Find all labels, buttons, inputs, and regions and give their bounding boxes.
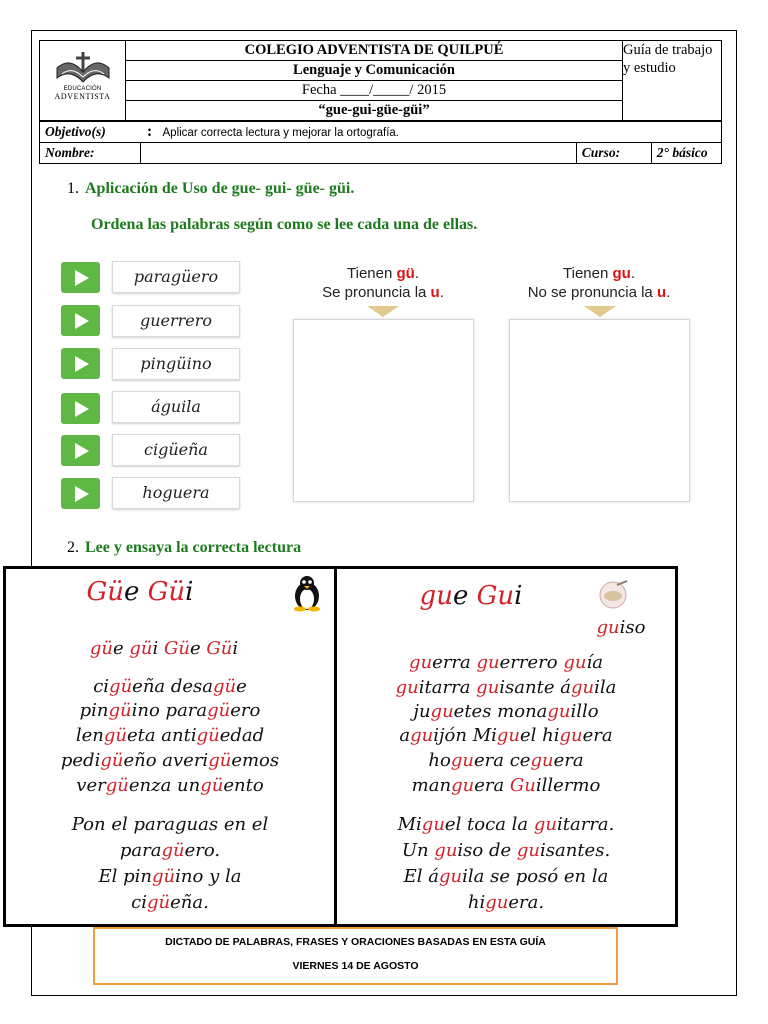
objective-text-cell [159, 122, 722, 143]
text-segment: El pin [98, 866, 153, 887]
text-segment: para [119, 840, 162, 861]
right-panel-title [302, 581, 640, 611]
objective-label: Objetivo(s) [45, 124, 106, 139]
logo-line2: ADVENTISTA [54, 91, 111, 101]
highlighted-syllable: gu [570, 677, 595, 698]
play-button-3[interactable] [61, 348, 100, 379]
highlighted-syllable: gu [421, 814, 445, 835]
highlighted-syllable: gü [152, 866, 176, 887]
play-button-1[interactable] [61, 262, 100, 293]
text-segment: ho [428, 750, 451, 771]
column-heading-gu [499, 264, 699, 302]
text-segment: e [452, 581, 477, 611]
text-segment: i [232, 638, 239, 659]
reading-line [337, 866, 675, 887]
text-segment: illermo [535, 775, 601, 796]
col1-line2-highlight: u [430, 284, 440, 301]
reading-line [337, 775, 675, 796]
drop-box-gu-dieresis[interactable] [293, 319, 474, 502]
dictation-box [93, 927, 618, 985]
reading-line [337, 840, 675, 861]
reading-line [337, 814, 675, 835]
text-segment: ero. [184, 840, 221, 861]
highlighted-syllable: gü [100, 750, 124, 771]
text-segment: era ce [473, 750, 531, 771]
highlighted-syllable: gu [395, 677, 419, 698]
text-segment: ijón Mi [433, 725, 497, 746]
word-card-5[interactable]: cigüeña [112, 434, 240, 466]
text-segment: i [185, 577, 194, 607]
text-segment: e [189, 638, 207, 659]
course-value: 2° básico [656, 145, 708, 160]
word-card-1[interactable]: paragüero [112, 261, 240, 293]
text-segment: iso de [457, 840, 517, 861]
text-segment: ento [223, 775, 264, 796]
reading-line [6, 700, 334, 721]
reading-line [337, 750, 675, 771]
text-segment: errero [499, 652, 564, 673]
highlighted-syllable: gu [563, 652, 587, 673]
highlighted-syllable: gu [476, 652, 500, 673]
play-button-4[interactable] [61, 393, 100, 424]
reading-line [337, 701, 675, 722]
reading-line [6, 725, 334, 746]
highlighted-syllable: Gü [164, 638, 190, 659]
text-segment: i [514, 581, 523, 611]
highlighted-syllable: gü [161, 840, 185, 861]
highlighted-syllable: gu [434, 840, 458, 861]
highlighted-syllable: gu [516, 840, 540, 861]
highlighted-syllable: gu [533, 814, 557, 835]
text-segment: man [411, 775, 452, 796]
column-heading-gu-dieresis [283, 264, 483, 302]
course-label-cell [576, 143, 651, 164]
text-segment: El á [403, 866, 440, 887]
word-card-3[interactable]: pingüino [112, 348, 240, 380]
highlighted-syllable: gü [208, 750, 232, 771]
name-label: Nombre: [45, 145, 95, 160]
col1-line2-text: Se pronuncia la [322, 284, 431, 301]
objective-text: Aplicar correcta lectura y mejorar la ortografía. [162, 127, 399, 139]
text-segment: edad [219, 725, 265, 746]
text-segment: eta anti [126, 725, 197, 746]
subject: Lenguaje y Comunicación [126, 61, 623, 81]
text-segment: e [113, 638, 130, 659]
text-segment: ila se posó en la [462, 866, 609, 887]
highlighted-syllable: Gü [86, 577, 124, 607]
text-segment: ino para [131, 700, 208, 721]
text-segment: hi [467, 892, 486, 913]
highlighted-syllable: gü [147, 892, 171, 913]
text-segment: itarra [418, 677, 477, 698]
reading-line [337, 652, 675, 673]
logo-cell [40, 41, 126, 121]
reading-panel-gue-gui-dieresis [3, 566, 337, 927]
text-segment: len [75, 725, 104, 746]
highlighted-syllable: gü [89, 638, 114, 659]
school-logo [48, 46, 118, 116]
col2-line2-highlight: u [656, 284, 667, 301]
course-label: Curso: [581, 145, 621, 160]
highlighted-syllable: gü [196, 725, 220, 746]
guiso-label [452, 617, 768, 638]
play-button-2[interactable] [61, 305, 100, 336]
text-segment: era [474, 775, 510, 796]
text-segment: isantes. [540, 840, 611, 861]
text-segment: ila [594, 677, 617, 698]
topic: “gue-gui-güe-güi” [126, 101, 623, 121]
text-segment: Mi [397, 814, 422, 835]
section1-number: 1. [67, 180, 79, 197]
reading-line [6, 750, 334, 771]
text-segment: etes mona [453, 701, 548, 722]
column1-arrow-icon [367, 306, 399, 317]
objective-colon: : [141, 122, 159, 143]
text-segment: a [399, 725, 411, 746]
text-segment: ci [93, 676, 110, 697]
highlighted-syllable: gu [410, 725, 434, 746]
reading-line [6, 775, 334, 796]
reading-line [6, 892, 334, 913]
highlighted-syllable: gü [103, 725, 127, 746]
highlighted-syllable: gü [105, 775, 129, 796]
text-segment: e [124, 577, 148, 607]
text-segment: iso [619, 617, 646, 638]
highlighted-syllable: gu [547, 701, 571, 722]
highlighted-syllable: gu [485, 892, 509, 913]
text-segment: erra [432, 652, 477, 673]
text-segment: ía [586, 652, 603, 673]
course-value-cell [651, 143, 721, 164]
reading-line [6, 866, 334, 887]
reading-line [337, 892, 675, 913]
column2-arrow-icon [584, 306, 616, 317]
col2-line1-text: Tienen [563, 265, 613, 282]
section1-title-text: Aplicación de Uso de gue- gui- güe- güi. [85, 180, 355, 197]
text-segment: eño averi [123, 750, 209, 771]
highlighted-syllable: Gu [476, 581, 515, 611]
col1-line2-end: . [439, 284, 444, 301]
play-button-5[interactable] [61, 435, 100, 466]
highlighted-syllable: gu [409, 652, 433, 673]
dictation-line1: DICTADO DE PALABRAS, FRASES Y ORACIONES BASADAS EN ESTA GUÍA [165, 936, 546, 948]
reading-line [0, 638, 328, 659]
highlighted-syllable: gü [213, 676, 237, 697]
reading-line [337, 725, 675, 746]
logo-line1: EDUCACIÓN [63, 85, 102, 92]
word-card-6[interactable]: hoguera [112, 477, 240, 509]
play-button-6[interactable] [61, 478, 100, 509]
reading-panel-gue-gui [334, 566, 678, 927]
highlighted-syllable: gü [200, 775, 224, 796]
text-segment: el hi [520, 725, 560, 746]
left-panel-title [0, 577, 304, 607]
word-card-4[interactable]: águila [112, 391, 240, 423]
highlighted-syllable: gu [476, 677, 500, 698]
text-segment: eña. [170, 892, 209, 913]
reading-line [6, 676, 334, 697]
text-segment: ver [76, 775, 106, 796]
school-name: COLEGIO ADVENTISTA DE QUILPUÉ [126, 41, 623, 61]
text-segment: el toca la [444, 814, 534, 835]
highlighted-syllable: gu [439, 866, 463, 887]
objective-label-cell [40, 122, 141, 143]
reading-line [6, 840, 334, 861]
drop-box-gu[interactable] [509, 319, 690, 502]
reading-line [6, 814, 334, 835]
highlighted-syllable: gu [419, 581, 453, 611]
text-segment: ju [413, 701, 431, 722]
date-line: Fecha ____/_____/ 2015 [126, 81, 623, 101]
col2-line2-text: No se pronuncia la [527, 284, 657, 301]
text-segment: ino y la [175, 866, 242, 887]
word-card-2[interactable]: guerrero [112, 305, 240, 337]
text-segment: i [152, 638, 164, 659]
col1-line1-highlight: gü [396, 265, 415, 282]
text-segment: era [553, 750, 584, 771]
text-segment: pin [79, 700, 109, 721]
text-segment: itarra. [557, 814, 615, 835]
col1-line1-text: Tienen [347, 265, 397, 282]
section2-title-text: Lee y ensaya la correcta lectura [85, 539, 302, 556]
text-segment: Un [401, 840, 435, 861]
name-field[interactable] [141, 143, 577, 164]
highlighted-syllable: Gü [147, 577, 186, 607]
text-segment: era [582, 725, 613, 746]
text-segment: eña desa [132, 676, 214, 697]
highlighted-syllable: gu [559, 725, 583, 746]
text-segment: emos [231, 750, 280, 771]
col2-line2-end: . [666, 284, 671, 301]
highlighted-syllable: gu [451, 775, 475, 796]
section1-title [67, 180, 354, 198]
objective-table [39, 121, 722, 164]
highlighted-syllable: gü [108, 700, 132, 721]
text-segment: e [236, 676, 247, 697]
section2-number: 2. [67, 539, 79, 556]
dictation-line2: VIERNES 14 DE AGOSTO [292, 960, 419, 972]
guide-type: Guía de trabajo y estudio [623, 41, 722, 121]
section2-title [67, 539, 301, 557]
reading-line [337, 677, 675, 698]
text-segment: Pon el paraguas en el [71, 814, 269, 835]
text-segment: ci [131, 892, 147, 913]
name-label-cell [40, 143, 141, 164]
highlighted-syllable: Gü [206, 638, 233, 659]
highlighted-syllable: gu [450, 750, 474, 771]
text-segment: illo [570, 701, 599, 722]
highlighted-syllable: gü [129, 638, 153, 659]
highlighted-syllable: gu [496, 725, 521, 746]
highlighted-syllable: gü [207, 700, 231, 721]
highlighted-syllable: gü [109, 676, 133, 697]
highlighted-syllable: gu [596, 617, 620, 638]
highlighted-syllable: Gu [509, 775, 536, 796]
col2-line1-highlight: gu [612, 265, 631, 282]
text-segment: isante á [499, 677, 571, 698]
col1-line1-end: . [414, 265, 419, 282]
text-segment: pedi [60, 750, 101, 771]
text-segment: era. [508, 892, 545, 913]
col2-line1-end: . [630, 265, 635, 282]
highlighted-syllable: gu [430, 701, 454, 722]
section1-instruction: Ordena las palabras según como se lee cada una de ellas. [91, 216, 478, 233]
text-segment: enza un [128, 775, 201, 796]
header-table [39, 40, 722, 121]
text-segment: ero [230, 700, 261, 721]
highlighted-syllable: gu [530, 750, 554, 771]
stew-bowl-icon [595, 579, 631, 609]
